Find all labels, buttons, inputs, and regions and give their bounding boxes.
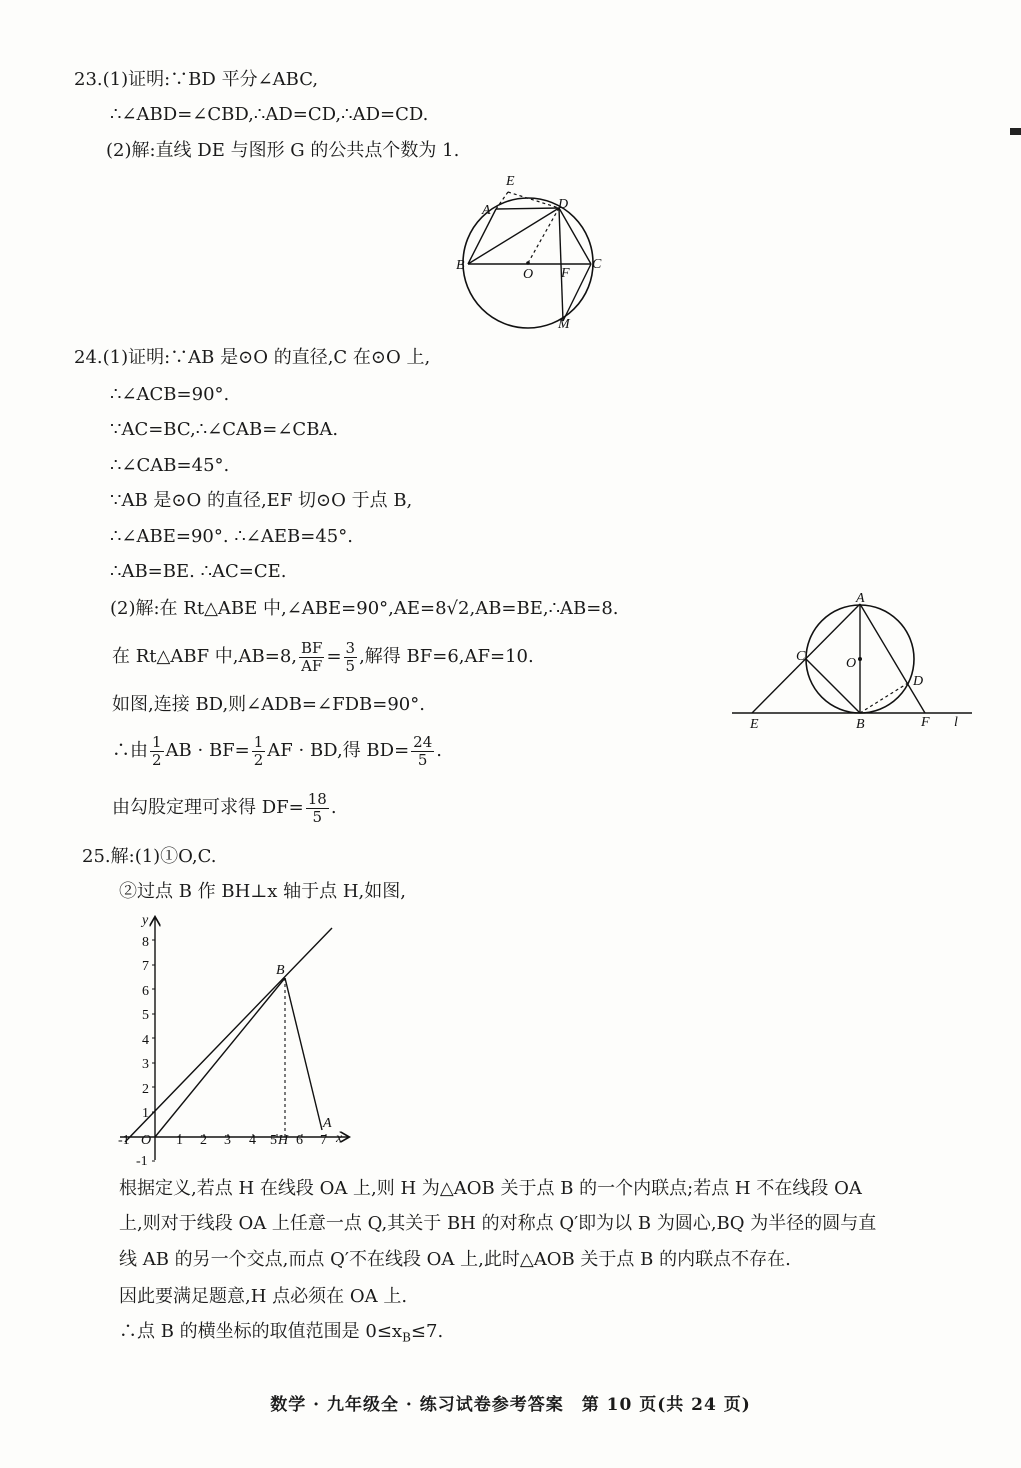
q25-line-2: ②过点 B 作 BH⊥x 轴于点 H,如图, [119, 881, 406, 902]
q25-paragraph-5: ∴点 B 的横坐标的取值范围是 $0\le x_B\le 7$. [119, 1321, 444, 1345]
label-b: B [456, 258, 465, 273]
q23-line-3: (2)解:直线 DE 与图形 G 的公共点个数为 1. [106, 140, 460, 161]
q25-paragraph-4: 因此要满足题意,H 点必须在 OA 上. [119, 1286, 408, 1307]
label-c: C [592, 257, 602, 272]
x-tick: 6 [296, 1133, 303, 1148]
q24-line-12: 由勾股定理可求得 DF= $\frac{18}{5}$ . [112, 789, 337, 826]
y-tick: 8 [142, 935, 149, 950]
q23-line-2: ∴∠ABD=∠CBD,∴AD=CD,∴AD=CD. [110, 104, 429, 125]
q24-line-11: ∴由 $\frac{1}{2}$ AB · BF= $\frac{1}{2}$ AF · BD,得 BD= $\frac{24}{5}$ . [112, 732, 442, 769]
y-tick: 3 [142, 1057, 149, 1072]
label-o: O [523, 267, 534, 282]
q25-paragraph-2: 上,则对于线段 OA 上任意一点 Q,其关于 BH 的对称点 Q′即为以 B 为圆心,BQ 为半径的圆与直 [119, 1213, 877, 1234]
label-e: E [506, 174, 515, 189]
q24-line-2: ∴∠ACB=90°. [110, 384, 230, 405]
q24-line-7: ∴AB=BE. ∴AC=CE. [110, 561, 287, 582]
point-a-label: A [323, 1116, 332, 1131]
q24-line-4: ∴∠CAB=45°. [110, 455, 230, 476]
label-o: O [846, 656, 857, 671]
q25-paragraph-1: 根据定义,若点 H 在线段 OA 上,则 H 为△AOB 关于点 B 的一个内联点;若点 H 不在线段 OA [119, 1178, 862, 1199]
y-tick: 7 [142, 959, 149, 974]
fraction-18-5: $\frac{18}{5}$ [307, 789, 327, 826]
q25-line-1: 25.解:(1)①O,C. [82, 846, 217, 867]
y-axis-label: y [142, 913, 149, 928]
x-tick: -1 [118, 1133, 130, 1148]
q24-line-5: ∵AB 是⊙O 的直径,EF 切⊙O 于点 B, [110, 490, 413, 511]
y-tick: 2 [142, 1082, 149, 1097]
edge-mark [1010, 128, 1021, 135]
q24-tangent-figure [730, 588, 980, 733]
fraction-24-5: $\frac{24}{5}$ [413, 732, 433, 769]
q24-line-8: (2)解:在 Rt△ABE 中,∠ABE=90°,AE=8√2,AB=BE,∴AB=8. [110, 598, 619, 619]
label-b: B [856, 717, 865, 732]
point-b-label: B [276, 963, 285, 978]
x-tick: 3 [224, 1133, 231, 1148]
q24-line-9: 在 Rt△ABF 中,AB=8, $\frac{BF}{AF}$ = $\frac{3}{5}$ ,解得 BF=6,AF=10. [112, 638, 534, 675]
fraction-3-5: $\frac{3}{5}$ [345, 638, 356, 675]
q25-coordinate-graph [110, 910, 360, 1170]
label-a: A [482, 203, 491, 218]
x-tick: 5 [270, 1133, 277, 1148]
q23-circle-figure [450, 170, 620, 335]
y-tick: 1 [142, 1106, 149, 1121]
label-f: F [921, 715, 930, 730]
x-tick: 4 [249, 1133, 256, 1148]
y-tick: 5 [142, 1008, 149, 1023]
label-a: A [856, 591, 865, 606]
label-f: F [561, 266, 570, 281]
y-tick: -1 [136, 1154, 148, 1169]
label-d: D [913, 674, 924, 689]
label-m: M [558, 317, 570, 332]
q24-line-1: 24.(1)证明:∵AB 是⊙O 的直径,C 在⊙O 上, [74, 347, 431, 368]
label-c: C [796, 649, 806, 664]
origin-label: O [141, 1133, 152, 1148]
q25-paragraph-3: 线 AB 的另一个交点,而点 Q′不在线段 OA 上,此时△AOB 关于点 B 的内联点不存在. [119, 1249, 791, 1270]
y-tick: 6 [142, 984, 149, 999]
label-l: l [954, 715, 958, 730]
fraction-half-2: $\frac{1}{2}$ [253, 732, 264, 769]
q24-line-3: ∵AC=BC,∴∠CAB=∠CBA. [110, 419, 339, 440]
q24-line-6: ∴∠ABE=90°. ∴∠AEB=45°. [110, 526, 353, 547]
y-tick: 4 [142, 1033, 149, 1048]
fraction-half-1: $\frac{1}{2}$ [152, 732, 162, 769]
fraction-bf-af: $\frac{BF}{AF}$ [301, 638, 323, 675]
x-tick: 2 [200, 1133, 207, 1148]
q24-line-10: 如图,连接 BD,则∠ADB=∠FDB=90°. [112, 694, 425, 715]
page-footer: 数学 · 九年级全 · 练习试卷参考答案 第 10 页(共 24 页) [270, 1395, 751, 1415]
x-tick: 1 [176, 1133, 183, 1148]
label-d: D [558, 197, 569, 212]
point-h-label: H [278, 1133, 289, 1148]
q23-line-1: 23.(1)证明:∵BD 平分∠ABC, [74, 69, 319, 90]
label-e: E [750, 717, 759, 732]
x-axis-label: x [336, 1131, 343, 1146]
x-tick: 7 [320, 1133, 327, 1148]
